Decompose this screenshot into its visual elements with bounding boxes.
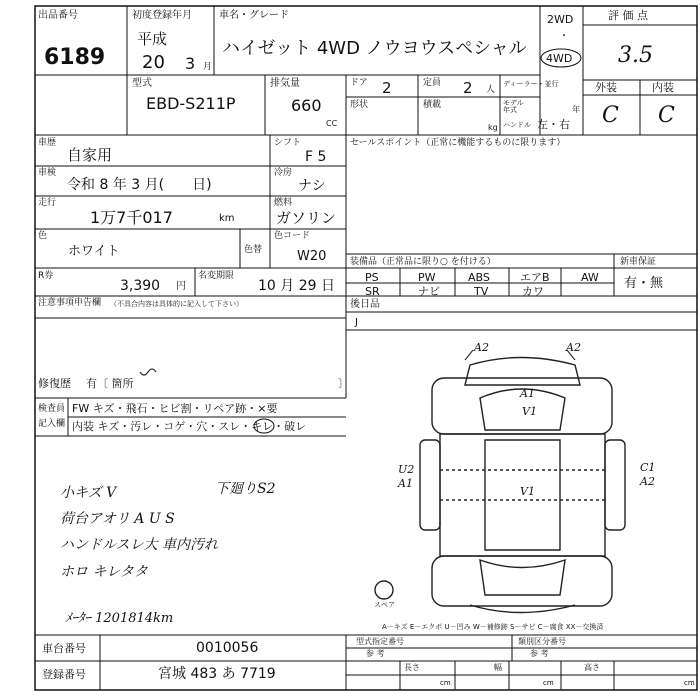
mileage-label: 走行 — [38, 198, 57, 208]
mark-front-right: A2 — [566, 341, 581, 354]
equip-leather: カワ — [522, 285, 544, 298]
mark-bed-v1: V1 — [520, 485, 535, 498]
check-row-fw: FW キズ・飛石・ヒビ割・リペア跡・×要 — [72, 402, 278, 415]
height-unit: cm — [684, 679, 695, 687]
inspection-label: 車検 — [38, 168, 57, 178]
length-unit: cm — [440, 679, 451, 687]
shift-label: シフト — [274, 138, 302, 148]
fuel-label: 燃料 — [274, 198, 293, 208]
capacity: 2 — [463, 79, 473, 97]
odometer-note: ﾒｰﾀｰ 1201814km — [65, 611, 174, 626]
length-label: 長さ — [404, 663, 420, 672]
kg-unit: kg — [488, 123, 498, 132]
tax-deadline: 10 月 29 日 — [258, 278, 335, 294]
sales-point-label: セールスポイント（正常に機能するものに限ります） — [350, 138, 566, 148]
era: 平成 — [137, 30, 168, 48]
drive-4wd: 4WD — [546, 52, 573, 65]
exterior-label: 外装 — [595, 81, 617, 94]
equip-pw: PW — [418, 271, 436, 284]
tax-label: 名変期限 — [198, 271, 235, 281]
check-row-interior: 内装 キズ・汚レ・コゲ・穴・スレ・キレ・破レ — [72, 420, 307, 433]
fuel-value: ガソリン — [276, 209, 337, 227]
recolor-label: 色替 — [244, 245, 263, 255]
interior-label: 内装 — [652, 81, 674, 94]
equipment-label: 装備品（正常品に限り○ を付ける） — [350, 257, 496, 267]
new-car-warranty-label: 新車保証 — [620, 257, 657, 267]
displacement-label: 排気量 — [270, 78, 300, 89]
load-label: 積載 — [423, 100, 442, 110]
registration-number: 宮城 483 あ 7719 — [158, 666, 276, 682]
reg-year: 20 — [142, 52, 165, 73]
mark-right-c1: C1 — [640, 461, 656, 474]
equip-ps: PS — [365, 271, 379, 284]
dealer-label: ディーラー・並行 — [503, 80, 559, 88]
type-code: EBD-S211P — [146, 94, 236, 113]
mark-right-a2: A2 — [640, 475, 655, 488]
mark-front-left: A2 — [474, 341, 489, 354]
chassis-label: 車台番号 — [42, 642, 86, 655]
repair-close: 〕 — [338, 377, 349, 390]
hand-note-1: 小キズ V — [60, 485, 117, 501]
inspection-value: 令和 8 年 3 月( 日) — [67, 177, 212, 193]
equip-navi: ナビ — [418, 285, 440, 298]
width-unit: cm — [543, 679, 554, 687]
color-code-label: 色コード — [274, 231, 311, 241]
shape-label: 形状 — [350, 100, 369, 110]
notes-label: 注意事項申告欄 — [38, 298, 102, 308]
entry-label: 記入欄 — [38, 419, 66, 429]
inspector-label: 検査員 — [38, 404, 66, 414]
width-label: 幅 — [494, 663, 502, 672]
ac-value: ナシ — [298, 178, 326, 194]
model-year-label: モデル 年式 — [503, 99, 524, 114]
damage-legend: A－キズ E－エクボ U－凹み W－補修跡 S－サビ C－腐食 XX－交換済 — [382, 623, 604, 631]
mark-left-a1: A1 — [398, 477, 413, 490]
model-grade-label: 車名・グレード — [219, 10, 289, 21]
displacement: 660 — [291, 96, 322, 115]
type-label: 型式 — [132, 78, 152, 89]
handle-label: ハンドル — [503, 121, 531, 129]
doors-label: ドア — [350, 78, 368, 88]
chassis-number: 0010056 — [196, 640, 259, 656]
after-label: 後日品 — [350, 299, 380, 310]
doors: 2 — [382, 79, 392, 97]
mark-left-u2: U2 — [398, 463, 415, 476]
person-unit: 人 — [486, 85, 496, 95]
km-unit: km — [219, 213, 235, 224]
color-value: ホワイト — [68, 244, 120, 259]
shift-value: F 5 — [305, 149, 327, 165]
model-grade: ハイゼット 4WD ノウヨウスペシャル — [222, 38, 527, 59]
equip-sr: SR — [365, 285, 380, 298]
history-label: 車歴 — [38, 138, 57, 148]
grade-label: 評 価 点 — [608, 9, 648, 22]
notes-sub: （不具合内容は具体的に記入して下さい） — [110, 300, 243, 308]
registration-label: 登録番号 — [42, 668, 86, 681]
hand-note-side: 下廻りS2 — [215, 481, 276, 497]
color-code-value: W20 — [297, 249, 327, 264]
recycle-label: R券 — [38, 271, 54, 281]
month-unit: 月 — [203, 62, 213, 72]
mileage-value: 1万7千017 — [90, 208, 173, 227]
lot-label: 出品番号 — [38, 10, 78, 21]
equip-airbag: エアB — [520, 271, 550, 284]
drive-2wd: 2WD — [547, 13, 574, 26]
yen-unit: 円 — [176, 281, 186, 292]
ac-label: 冷房 — [274, 168, 293, 178]
reg-month: 3 — [185, 54, 196, 73]
class-ref-sub: 参 考 — [530, 649, 549, 658]
equip-abs: ABS — [468, 271, 490, 284]
capacity-label: 定員 — [423, 78, 442, 88]
grade-value: 3.5 — [618, 43, 653, 68]
exterior-grade: C — [602, 103, 619, 128]
model-ref-label: 型式指定番号 — [356, 637, 404, 646]
class-ref-label: 類別区分番号 — [518, 637, 566, 646]
mark-hood-a1: A1 — [520, 387, 535, 400]
equip-aw: AW — [581, 271, 599, 284]
cc-unit: CC — [326, 119, 338, 128]
recycle-value: 3,390 — [120, 278, 161, 294]
hand-note-2: 荷台アオリ A U S — [60, 511, 175, 527]
handle-value: 左・右 — [537, 118, 570, 131]
height-label: 高さ — [584, 663, 600, 672]
history-value: 自家用 — [67, 146, 113, 164]
model-ref-sub: 参 考 — [366, 649, 385, 658]
spare-label: スペア — [374, 601, 395, 609]
equip-tv: TV — [474, 285, 489, 298]
lot-number: 6189 — [44, 45, 106, 70]
after-value: J — [355, 317, 358, 328]
drive-dot: ・ — [559, 31, 569, 42]
color-label: 色 — [38, 231, 48, 241]
hand-note-4: ホロ キレタタ — [60, 564, 148, 580]
first-reg-label: 初度登録年月 — [132, 10, 192, 21]
interior-grade: C — [658, 103, 675, 128]
year-unit: 年 — [572, 105, 580, 114]
mark-hood-v1: V1 — [522, 405, 537, 418]
repair-value: 有〔 箇所 — [86, 377, 134, 390]
warranty-value: 有・無 — [624, 276, 664, 291]
repair-label: 修復歴 — [38, 377, 71, 390]
hand-note-3: ハンドルスレ大 車内汚れ — [60, 537, 219, 553]
